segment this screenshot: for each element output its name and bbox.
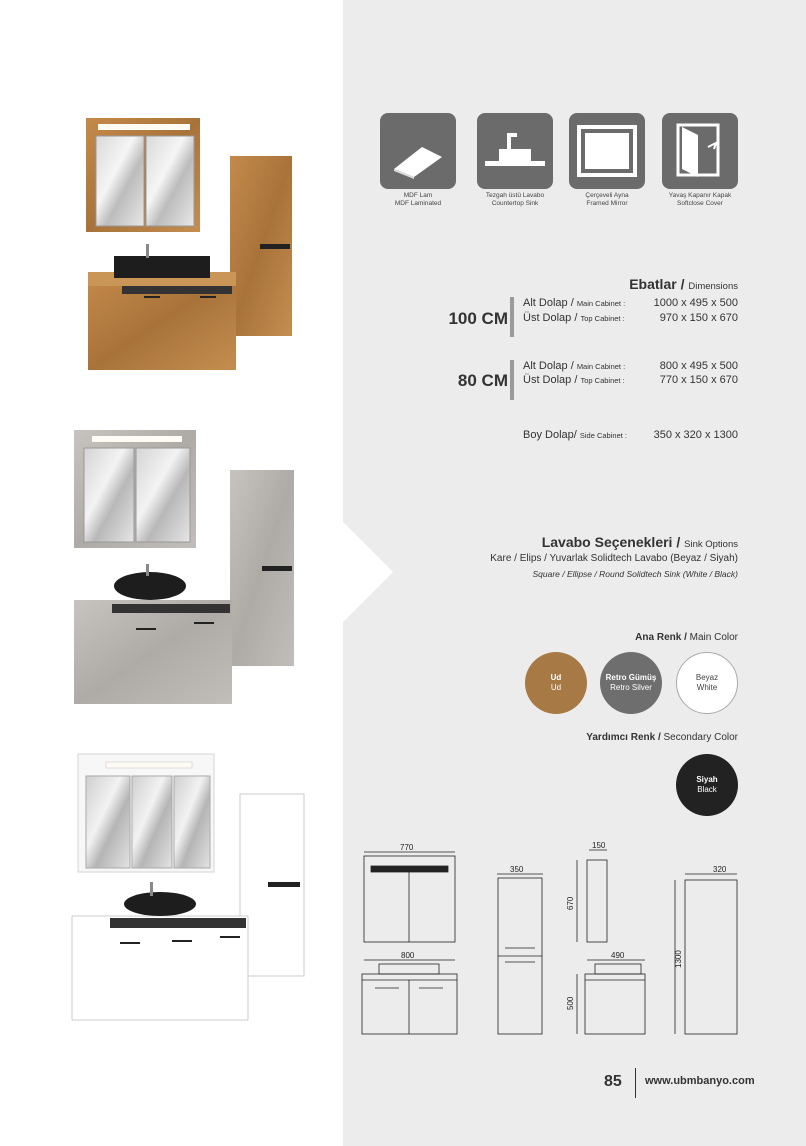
sink-title-en: Sink Options bbox=[684, 539, 738, 550]
swatch-label-tr: Beyaz bbox=[695, 673, 719, 682]
dim-label-tr: Üst Dolap / bbox=[523, 312, 578, 324]
footer-divider bbox=[635, 1068, 636, 1098]
main-color-title-tr: Ana Renk / bbox=[635, 632, 687, 643]
secondary-color-title-tr: Yardımcı Renk / bbox=[586, 732, 661, 743]
dim-label-tr: Boy Dolap/ bbox=[523, 429, 577, 441]
concrete-vanity-set bbox=[72, 428, 298, 708]
dim-label-350: 350 bbox=[510, 865, 524, 874]
secondary-color-title-en: Secondary Color bbox=[663, 732, 738, 743]
color-swatch-wood[interactable] bbox=[525, 652, 587, 714]
dim-label-tr: Üst Dolap / bbox=[523, 374, 578, 386]
feature-label-tr: Çerçeveli Ayna bbox=[585, 192, 629, 199]
countertop-sink-icon bbox=[477, 113, 553, 189]
size-100-label: 100 CM bbox=[448, 309, 508, 328]
sink-heading bbox=[542, 534, 738, 550]
dimensions-title-en: Dimensions bbox=[688, 281, 738, 292]
feature-label-tr: MDF Lam bbox=[403, 192, 433, 199]
feature-label-en: MDF Laminated bbox=[394, 200, 442, 207]
side-cabinet-row bbox=[523, 429, 738, 441]
sink-line-tr: Kare / Elips / Yuvarlak Solidtech Lavabo (Beyaz / Siyah) bbox=[490, 553, 738, 564]
website-link[interactable]: www.ubmbanyo.com bbox=[645, 1075, 755, 1087]
technical-drawings bbox=[355, 830, 755, 1042]
feature-label-en: Framed Mirror bbox=[586, 200, 628, 207]
main-color-title-en: Main Color bbox=[689, 632, 738, 643]
feature-softclose bbox=[662, 113, 738, 208]
dim-label-en: Main Cabinet : bbox=[576, 362, 626, 371]
secondary-color-heading bbox=[586, 732, 738, 743]
panel-notch bbox=[343, 522, 393, 622]
color-swatch-white[interactable] bbox=[676, 652, 738, 714]
feature-mdf bbox=[380, 113, 456, 208]
dim-label-en: Side Cabinet : bbox=[579, 431, 627, 440]
dim-value: 350 x 320 x 1300 bbox=[653, 429, 738, 441]
soft-close-door-icon bbox=[662, 113, 738, 189]
dim-label-150: 150 bbox=[592, 841, 606, 850]
dim-label-tr: Alt Dolap / bbox=[523, 297, 574, 309]
dim-label-en: Top Cabinet : bbox=[580, 376, 625, 385]
feature-label-en: Softclose Cover bbox=[677, 200, 723, 207]
dim-row bbox=[523, 297, 738, 309]
sink-title-tr: Lavabo Seçenekleri / bbox=[541, 534, 681, 550]
swatch-label-en: Ud bbox=[550, 683, 562, 692]
feature-label-tr: Yavaş Kapanır Kapak bbox=[668, 192, 732, 199]
feature-framed-mirror bbox=[569, 113, 645, 208]
color-swatch-black[interactable] bbox=[676, 754, 738, 816]
page-number: 85 bbox=[604, 1073, 622, 1090]
dim-label-770: 770 bbox=[400, 843, 414, 852]
dimensions-heading bbox=[629, 276, 738, 292]
size-80-label: 80 CM bbox=[457, 371, 508, 390]
dim-label-800: 800 bbox=[401, 951, 415, 960]
feature-label-en: Countertop Sink bbox=[491, 200, 539, 207]
dim-label-320: 320 bbox=[713, 865, 727, 874]
swatch-label-en: Black bbox=[697, 785, 717, 794]
dim-label-670: 670 bbox=[566, 896, 575, 910]
swatch-label-tr: Ud bbox=[550, 673, 562, 682]
dim-row bbox=[523, 360, 738, 372]
dim-value: 800 x 495 x 500 bbox=[659, 360, 738, 372]
dim-row bbox=[523, 374, 738, 386]
swatch-label-en: Retro Silver bbox=[610, 683, 652, 692]
wood-vanity-set bbox=[84, 116, 294, 378]
dim-label-en: Top Cabinet : bbox=[580, 314, 625, 323]
main-color-heading bbox=[635, 632, 738, 643]
mdf-board-icon bbox=[380, 113, 456, 189]
color-swatch-retro-silver[interactable] bbox=[600, 652, 662, 714]
white-vanity-set bbox=[70, 752, 310, 1022]
dim-label-tr: Alt Dolap / bbox=[523, 360, 574, 372]
swatch-label-tr: Retro Gümüş bbox=[605, 673, 657, 682]
dim-label-490: 490 bbox=[611, 951, 625, 960]
size-80-bar bbox=[510, 360, 514, 400]
sink-line-en: Square / Ellipse / Round Solidtech Sink (White / Black) bbox=[532, 569, 738, 579]
framed-mirror-icon bbox=[569, 113, 645, 189]
dim-label-1300: 1300 bbox=[674, 950, 683, 968]
dim-value: 1000 x 495 x 500 bbox=[653, 297, 738, 309]
dim-row bbox=[523, 312, 738, 324]
feature-countertop-sink bbox=[477, 113, 553, 208]
dim-value: 770 x 150 x 670 bbox=[659, 374, 738, 386]
feature-label-tr: Tezgah üstü Lavabo bbox=[485, 192, 545, 199]
dim-label-en: Main Cabinet : bbox=[576, 299, 626, 308]
swatch-label-tr: Siyah bbox=[696, 775, 718, 784]
size-100-bar bbox=[510, 297, 514, 337]
dim-value: 970 x 150 x 670 bbox=[659, 312, 738, 324]
dim-label-500: 500 bbox=[566, 996, 575, 1010]
dimensions-title-tr: Ebatlar / bbox=[629, 276, 685, 292]
swatch-label-en: White bbox=[696, 683, 718, 692]
